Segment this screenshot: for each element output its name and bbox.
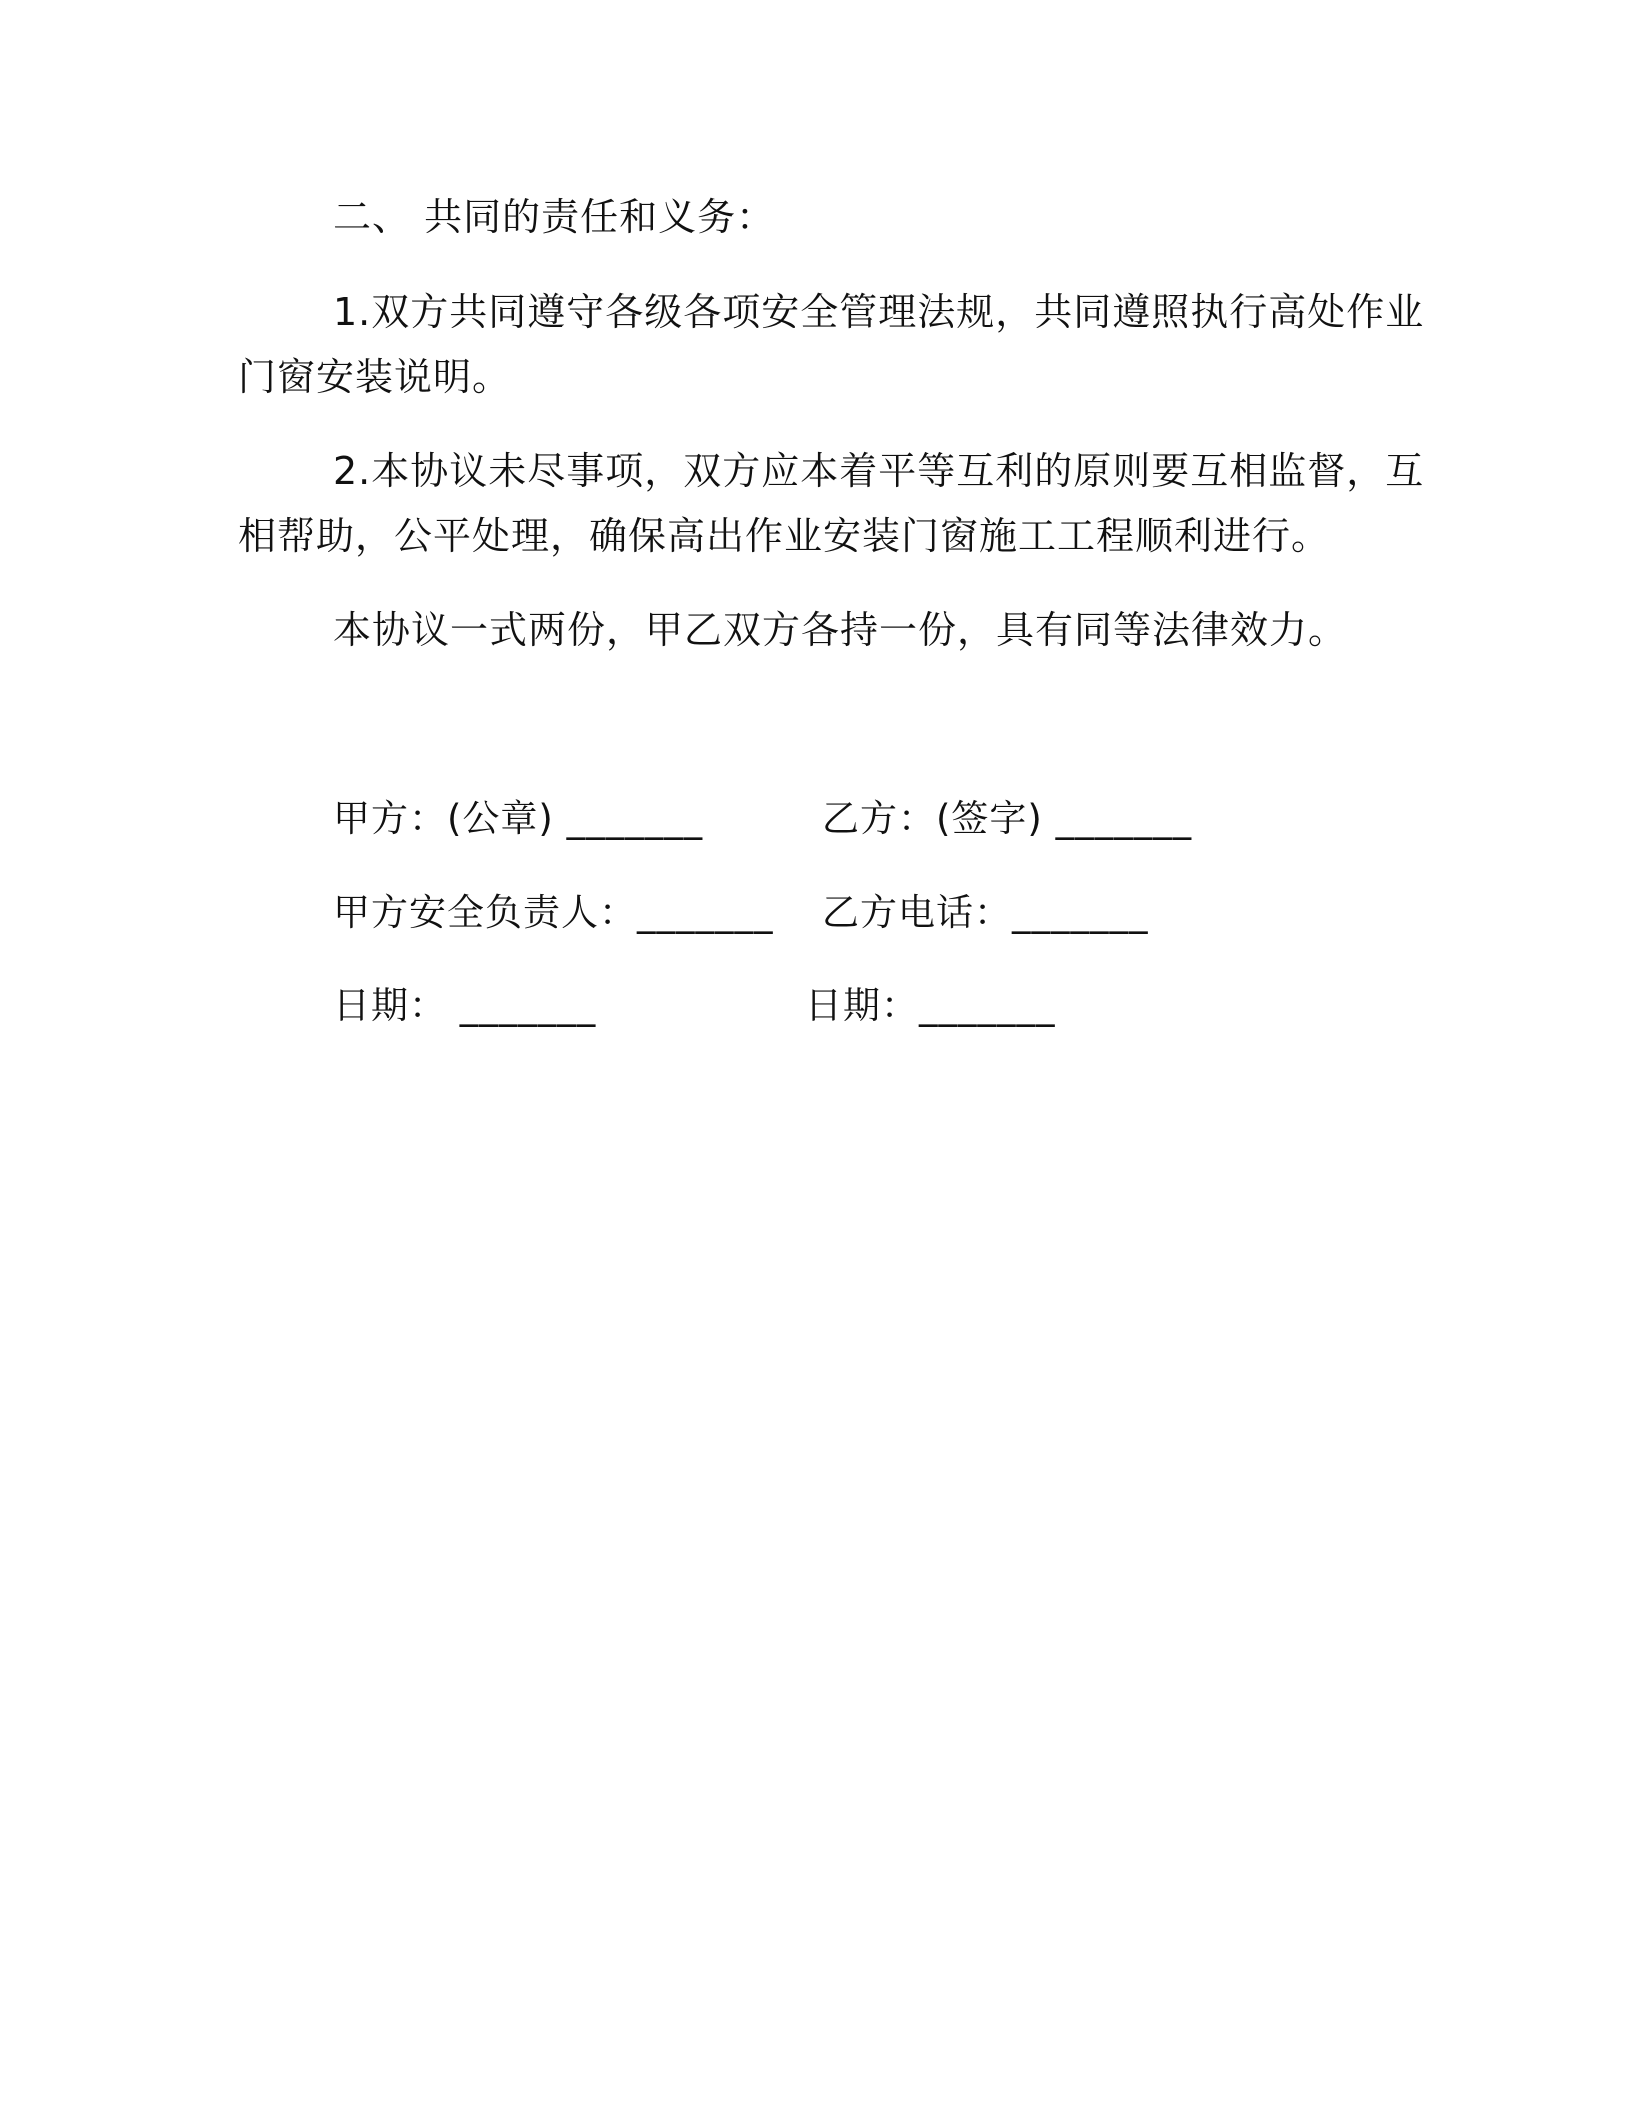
- party-a-date-field: 日期： _______: [333, 984, 597, 1027]
- party-b-sign-field: 乙方：(签字) _______: [822, 797, 1193, 840]
- paragraph-1-line-1: 1.双方共同遵守各级各项安全管理法规，共同遵照执行高处作业: [333, 290, 1425, 334]
- party-b-date-field: 日期：_______: [805, 984, 1056, 1027]
- party-a-seal-field: 甲方：(公章) _______: [333, 797, 704, 840]
- party-a-safety-officer-field: 甲方安全负责人：_______: [333, 891, 774, 934]
- paragraph-2-line-1: 2.本协议未尽事项，双方应本着平等互利的原则要互相监督，互: [333, 449, 1425, 493]
- paragraph-1-line-2: 门窗安装说明。: [238, 355, 512, 399]
- party-b-phone-field: 乙方电话：_______: [822, 891, 1149, 934]
- paragraph-2-line-2: 相帮助，公平处理，确保高出作业安装门窗施工工程顺利进行。: [238, 514, 1331, 558]
- paragraph-3: 本协议一式两份，甲乙双方各持一份，具有同等法律效力。: [333, 608, 1348, 652]
- section-heading: 二、 共同的责任和义务：: [333, 195, 776, 239]
